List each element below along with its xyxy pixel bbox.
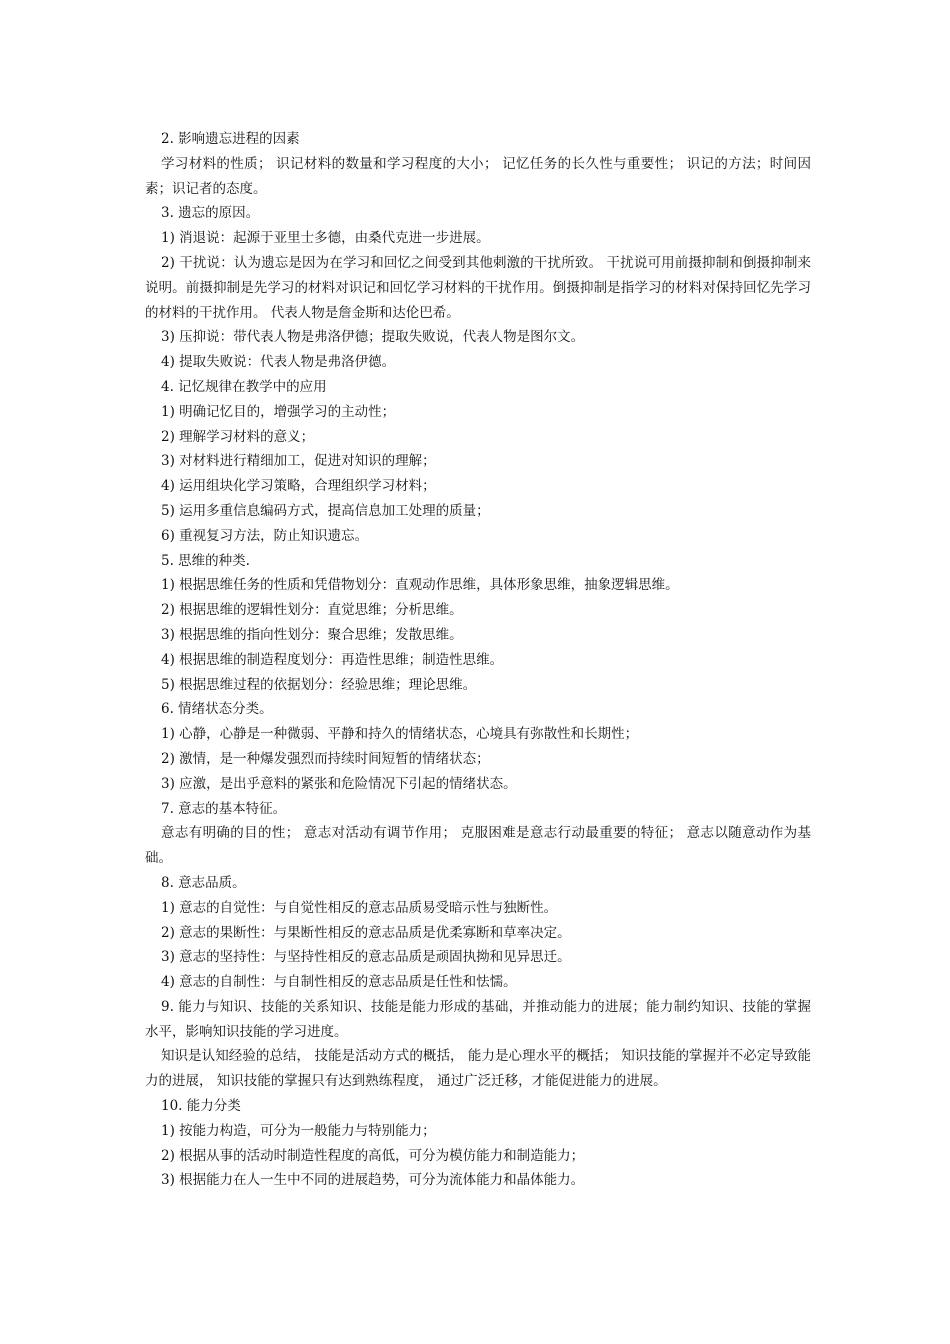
- list-item: 3) 根据思维的指向性划分：聚合思维；发散思维。: [161, 626, 463, 643]
- section-heading-2: 2. 影响遗忘进程的因素: [161, 131, 300, 147]
- list-item: 4) 运用组块化学习策略，合理组织学习材料；: [161, 478, 436, 495]
- list-item: 2) 根据从事的活动时制造性程度的高低，可分为模仿能力和制造能力；: [161, 1147, 585, 1164]
- list-item: 1) 根据思维任务的性质和凭借物划分：直观动作思维，具体形象思维，抽象逻辑思维。: [161, 577, 679, 594]
- list-item: 1) 意志的自觉性：与自觉性相反的意志品质易受暗示性与独断性。: [161, 899, 558, 916]
- list-item: 2) 理解学习材料的意义；: [161, 428, 315, 445]
- list-item: 5) 根据思维过程的依据划分：经验思维；理论思维。: [161, 676, 477, 693]
- list-item: 1) 按能力构造，可分为一般能力与特别能力；: [161, 1122, 436, 1139]
- list-item: 2) 根据思维的逻辑性划分：直觉思维；分析思维。: [161, 602, 463, 619]
- section-heading-9: 9. 能力与知识、技能的关系知识、技能是能力形成的基础，并推动能力的进展；能力制约知识、技能的掌握水平，影响知识技能的学习进度。: [145, 998, 811, 1040]
- document-page: [145, 127, 811, 1193]
- list-item: 1) 消退说：起源于亚里士多德，由桑代克进一步进展。: [161, 230, 490, 247]
- list-item: 3) 意志的坚持性：与坚持性相反的意志品质是顽固执拗和见异思迁。: [161, 949, 571, 966]
- section-heading-8: 8. 意志品质。: [161, 874, 246, 891]
- paragraph: 知识是认知经验的总结， 技能是活动方式的概括， 能力是心理水平的概括； 知识技能的掌握并不必定导致能力的进展， 知识技能的掌握只有达到熟练程度， 通过广泛迁移，才能促进能力的进展。: [145, 1048, 811, 1090]
- list-item: 2) 激情，是一种爆发强烈而持续时间短暂的情绪状态；: [161, 750, 490, 767]
- list-item: 3) 对材料进行精细加工，促进对知识的理解；: [161, 453, 436, 470]
- list-item: 4) 意志的自制性：与自制性相反的意志品质是任性和怯懦。: [161, 974, 517, 991]
- list-item: 2) 意志的果断性：与果断性相反的意志品质是优柔寡断和草率决定。: [161, 924, 571, 941]
- list-item: 1) 明确记忆目的，增强学习的主动性；: [161, 403, 396, 420]
- list-item: 5) 运用多重信息编码方式，提高信息加工处理的质量；: [161, 502, 490, 519]
- list-item: 4) 根据思维的制造程度划分：再造性思维；制造性思维。: [161, 651, 504, 668]
- list-item: 1) 心静，心静是一种微弱、平静和持久的情绪状态，心境具有弥散性和长期性；: [161, 726, 639, 743]
- list-item: 3) 压抑说：带代表人物是弗洛伊德；提取失败说，代表人物是图尔文。: [161, 329, 585, 346]
- list-item: 3) 应激，是出乎意料的紧张和危险情况下引起的情绪状态。: [161, 775, 517, 792]
- list-item: 6) 重视复习方法，防止知识遗忘。: [161, 527, 369, 544]
- list-item: 2) 干扰说：认为遗忘是因为在学习和回忆之间受到其他刺激的干扰所致。 干扰说可用前摄抑制和倒摄抑制来说明。前摄抑制是先学习的材料对识记和回忆学习材料的干扰作用。倒摄抑制是指学习的材料对保持回忆先学习的材料的干扰作用。 代表人物是詹金斯和达伦巴希。: [145, 254, 811, 321]
- list-item: 3) 根据能力在人一生中不同的进展趋势，可分为流体能力和晶体能力。: [161, 1172, 585, 1189]
- section-heading-4: 4. 记忆规律在教学中的应用: [161, 378, 327, 395]
- section-heading-10: 10. 能力分类: [161, 1098, 241, 1115]
- paragraph: 学习材料的性质； 识记材料的数量和学习程度的大小； 记忆任务的长久性与重要性； 识记的方法；时间因素；识记者的态度。: [145, 155, 811, 197]
- paragraph: 意志有明确的目的性； 意志对活动有调节作用； 克服困难是意志行动最重要的特征； 意志以随意动作为基础。: [145, 825, 811, 867]
- section-heading-7: 7. 意志的基本特征。: [161, 800, 287, 817]
- section-heading-6: 6. 情绪状态分类。: [161, 701, 273, 718]
- list-item: 4) 提取失败说：代表人物是弗洛伊德。: [161, 354, 396, 371]
- section-heading-3: 3. 遗忘的原因。: [161, 205, 260, 222]
- section-heading-5: 5. 思维的种类.: [161, 552, 250, 569]
